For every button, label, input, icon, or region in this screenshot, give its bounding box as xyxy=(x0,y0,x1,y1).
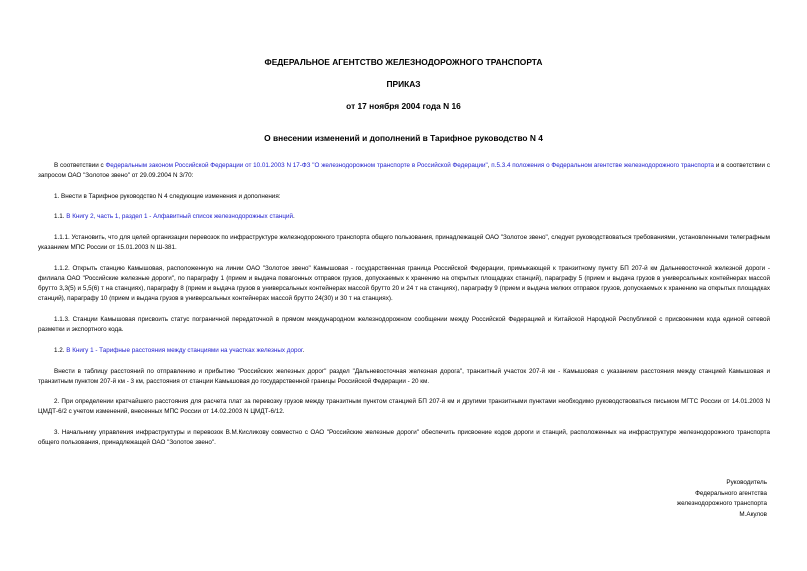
paragraph-1-2-text: Внести в таблицу расстояний по отправлению и прибытию "Российских железных дорог" раздел "Дальневосточная железная дорога", транзитный участок 207-й км - Камышовая с указанием расстояния между станцией Камышовая и транзитным пунктом 207-й км - 3 км, расстояния от станции Камышовая до государственной границы Российской Федерации - 20 км. xyxy=(38,368,770,385)
paragraph-3: 3. Начальнику управления инфраструктуры и перевозок В.М.Кисликову совместно с ОАО "Российские железные дороги" обеспечить присвоение кодов дороги и станций, расположенных на инфраструктуре железнодорожного транспорта общего пользования, принадлежащей ОАО "Золотое звено". xyxy=(38,429,770,446)
signature-line-2: Федерального агентства xyxy=(695,489,767,497)
book-1-link[interactable]: В Книгу 1 - Тарифные расстояния между станциями на участках железных дорог xyxy=(66,347,303,354)
signature-line-3: железнодорожного транспорта xyxy=(676,500,767,507)
intro-text-1: В соответствии с xyxy=(54,162,106,169)
signature-line-1: Руководитель xyxy=(726,479,767,486)
paragraph-1-1-1: 1.1.1. Установить, что для целей организации перевозок по инфраструктуре железнодорожного транспорта общего пользования, принадлежащей ОАО "Золотое звено", следует руководствоваться требованиями, установленными телеграфным указанием МПС России от 15.01.2003 N Ш-381. xyxy=(38,234,770,251)
agency-regulation-link[interactable]: п.5.3.4 положения о Федеральном агентстве железнодорожного транспорта xyxy=(491,162,715,169)
paragraph-1-2-suffix: . xyxy=(302,347,305,354)
date-number-heading: от 17 ноября 2004 года N 16 xyxy=(346,101,461,111)
paragraph-1-1-2: 1.1.2. Открыть станцию Камышовая, расположенную на линии ОАО "Золотое звено" Камышовая - государственная граница Российской Федерации, примыкающей к транзитному пункту БП 207-й км Дальневосточной железной дороги - филиала ОАО "Российские железные дороги", по параграфу 1 (прием и выдача повагонных отправок грузов, допускаемых к хранению на открытых площадках станций), параграфу 5 (прием и выдача грузов в универсальных контейнерах массой брутто 3,3(5) и 5,5(6) т на станциях), параграфу 8 (прием и выдача грузов в универсальных контейнерах массой брутто 20 и 24 т на станциях), параграфу 9 (прием и выдача мелких отправок грузов, допускаемых к хранению на открытых площадках станций), параграфу 10 (прием и выдача грузов в универсальных контейнерах массой брутто 24(30) и 30 т на станциях). xyxy=(38,265,770,302)
paragraph-1-1-3: 1.1.3. Станции Камышовая присвоить статус пограничной передаточной в прямом международном железнодорожном сообщении между Российской Федерацией и Китайской Народной Республикой с присвоением кода единой сетевой разметки и экспортного кода. xyxy=(38,316,770,333)
intro-paragraph xyxy=(38,161,770,181)
paragraph-1-1-prefix: 1.1. xyxy=(54,213,67,220)
paragraph-1-1-suffix: . xyxy=(293,213,295,220)
federal-law-link[interactable]: Федеральным законом Российской Федерации от 10.01.2003 N 17-ФЗ "О железнодорожном транспорте в Российской Федерации" xyxy=(105,162,488,169)
paragraph-1-2 xyxy=(38,346,770,356)
intro-text-2: , xyxy=(487,162,492,169)
paragraph-1-1 xyxy=(38,212,770,222)
document-title: О внесении изменений и дополнений в Тарифное руководство N 4 xyxy=(264,133,543,143)
signature-block xyxy=(677,478,767,520)
book-2-link[interactable]: В Книгу 2, часть 1, раздел 1 - Алфавитный список железнодорожных станций xyxy=(66,213,294,220)
doc-type-heading: ПРИКАЗ xyxy=(386,79,421,89)
paragraph-1-2-prefix: 1.2. xyxy=(54,347,67,354)
paragraph-2: 2. При определении кратчайшего расстояния для расчета плат за перевозку грузов между транзитным пунктом станцией БП 207-й км и другими транзитными пунктами необходимо руководствоваться письмом МГТС России от 14.01.2003 N ЦМДТ-6/2 с учетом изменений, внесенных МПС России от 14.02.2003 N ЦМДТ-6/12. xyxy=(38,398,770,415)
paragraph-1: 1. Внести в Тарифное руководство N 4 следующие изменения и дополнения: xyxy=(54,193,281,200)
agency-heading: ФЕДЕРАЛЬНОЕ АГЕНТСТВО ЖЕЛЕЗНОДОРОЖНОГО ТРАНСПОРТА xyxy=(264,57,543,67)
signature-name: М.Акулов xyxy=(739,510,767,518)
intro-text-3: и в соответствии с запросом ОАО "Золотое звено" от 29.09.2004 N 3/70: xyxy=(38,162,771,179)
